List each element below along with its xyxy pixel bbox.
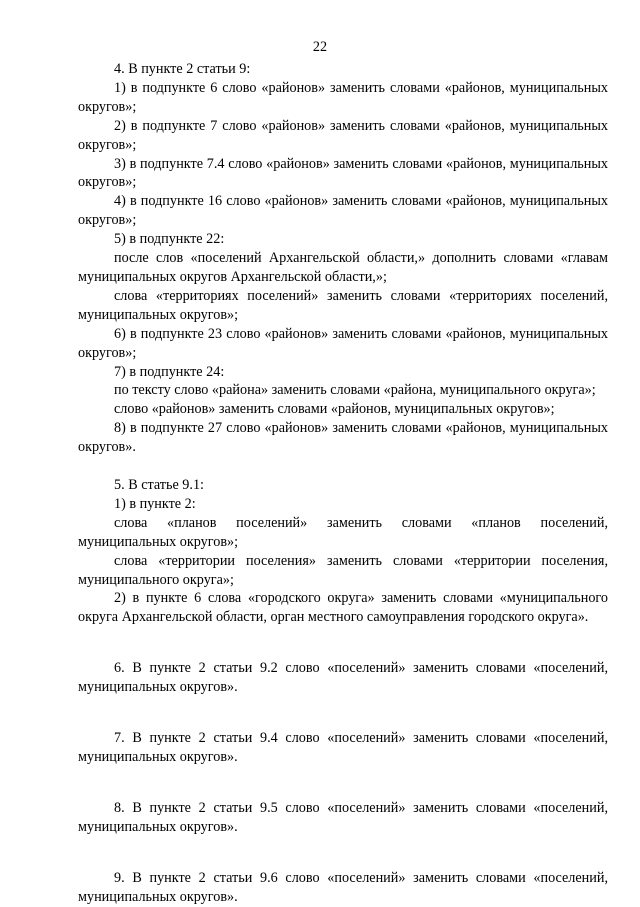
paragraph: 5. В статье 9.1: (114, 477, 204, 494)
paragraph: после слов «поселений Архангельской области,» дополнить словами «главам муниципальных округов Архангельской области,»; (78, 250, 608, 285)
paragraph: по тексту слово «района» заменить словами «района, муниципального округа»; (114, 382, 596, 399)
paragraph: 6) в подпункте 23 слово «районов» заменить словами «районов, муниципальных округов»; (78, 325, 608, 361)
paragraph: слова «территориях поселений» заменить словами «территориях поселений, муниципальных округов»; (78, 287, 608, 323)
paragraph: 1) в подпункте 6 слово «районов» заменить словами «районов, муниципальных округов»; (78, 79, 608, 115)
paragraph: 9. В пункте 2 статьи 9.6 слово «поселений» заменить словами «поселений, муниципальных округов». (78, 869, 608, 905)
paragraph: 4) в подпункте 16 слово «районов» заменить словами «районов, муниципальных округов»; (78, 193, 608, 229)
paragraph: 3) в подпункте 7.4 слово «районов» заменить словами «районов, муниципальных округов»; (78, 155, 608, 191)
paragraph: 8) в подпункте 27 слово «районов» заменить словами «районов, муниципальных округов». (78, 420, 608, 456)
paragraph: 4. В пункте 2 статьи 9: (114, 61, 251, 77)
document-body (78, 60, 608, 907)
paragraph: 7) в подпункте 24: (114, 363, 225, 380)
paragraph: 2) в пункте 6 слова «городского округа» заменить словами «муниципального округа Архангельской области, орган местного самоуправления городского округа». (78, 590, 608, 626)
paragraph: 7. В пункте 2 статьи 9.4 слово «поселений» заменить словами «поселений, муниципальных округов». (78, 730, 608, 765)
paragraph: 8. В пункте 2 статьи 9.5 слово «поселений» заменить словами «поселений, муниципальных округов». (78, 799, 608, 835)
page-number: 22 (312, 39, 328, 55)
paragraph: 2) в подпункте 7 слово «районов» заменить словами «районов, муниципальных округов»; (78, 117, 608, 153)
paragraph: слова «планов поселений» заменить словами «планов поселений, муниципальных округов»; (78, 514, 608, 550)
paragraph: 1) в пункте 2: (114, 495, 196, 512)
paragraph: 6. В пункте 2 статьи 9.2 слово «поселений» заменить словами «поселений, муниципальных округов». (78, 660, 608, 696)
paragraph: слово «районов» заменить словами «районов, муниципальных округов»; (114, 401, 555, 418)
paragraph: слова «территории поселения» заменить словами «территории поселения, муниципального округа»; (78, 552, 608, 588)
paragraph: 5) в подпункте 22: (114, 231, 225, 248)
